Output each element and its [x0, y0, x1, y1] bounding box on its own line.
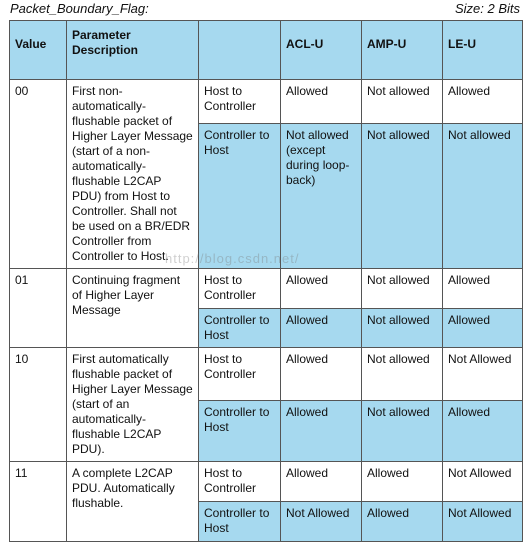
direction-cell: Host to Controller: [199, 269, 281, 309]
header-direction: [199, 21, 281, 80]
le-u-cell: Allowed: [443, 309, 523, 348]
acl-u-cell: Allowed: [281, 348, 362, 401]
direction-cell: Host to Controller: [199, 348, 281, 401]
caption-field-name: Packet_Boundary_Flag:: [10, 1, 149, 16]
packet-boundary-flag-table: [9, 20, 523, 542]
value-cell: 01: [10, 269, 67, 348]
le-u-cell: Allowed: [443, 401, 523, 462]
table-row: [10, 348, 523, 401]
le-u-cell: Allowed: [443, 80, 523, 124]
direction-cell: Controller to Host: [199, 309, 281, 348]
description-cell: First non-automatically-flushable packet of Higher Layer Message (start of a non-automatically-flushable L2CAP PDU) from Host to Controller. Shall not be used on a BR/EDR Controller from Controller to Host.: [67, 80, 199, 269]
header-value: Value: [10, 21, 67, 80]
description-cell: Continuing fragment of Higher Layer Message: [67, 269, 199, 348]
amp-u-cell: Not allowed: [362, 80, 443, 124]
header-le-u: LE-U: [443, 21, 523, 80]
table-row: [10, 269, 523, 309]
table-header-row: [10, 21, 523, 80]
acl-u-cell: Not Allowed: [281, 502, 362, 542]
header-parameter-description: Parameter Description: [67, 21, 199, 80]
amp-u-cell: Not allowed: [362, 401, 443, 462]
le-u-cell: Not Allowed: [443, 348, 523, 401]
amp-u-cell: Not allowed: [362, 309, 443, 348]
le-u-cell: Not Allowed: [443, 462, 523, 502]
acl-u-cell: Allowed: [281, 401, 362, 462]
acl-u-cell: Allowed: [281, 462, 362, 502]
amp-u-cell: Not allowed: [362, 124, 443, 269]
value-cell: 11: [10, 462, 67, 542]
direction-cell: Host to Controller: [199, 80, 281, 124]
direction-cell: Controller to Host: [199, 124, 281, 269]
table-caption: [10, 0, 520, 18]
value-cell: 00: [10, 80, 67, 269]
acl-u-cell: Allowed: [281, 80, 362, 124]
direction-cell: Host to Controller: [199, 462, 281, 502]
header-amp-u: AMP-U: [362, 21, 443, 80]
header-acl-u: ACL-U: [281, 21, 362, 80]
value-cell: 10: [10, 348, 67, 462]
le-u-cell: Not Allowed: [443, 502, 523, 542]
table-row: [10, 80, 523, 124]
description-cell: First automatically flushable packet of Higher Layer Message (start of an automatically-flushable L2CAP PDU).: [67, 348, 199, 462]
direction-cell: Controller to Host: [199, 401, 281, 462]
description-cell: A complete L2CAP PDU. Automatically flushable.: [67, 462, 199, 542]
amp-u-cell: Allowed: [362, 502, 443, 542]
direction-cell: Controller to Host: [199, 502, 281, 542]
amp-u-cell: Allowed: [362, 462, 443, 502]
le-u-cell: Not allowed: [443, 124, 523, 269]
amp-u-cell: Not allowed: [362, 348, 443, 401]
le-u-cell: Allowed: [443, 269, 523, 309]
acl-u-cell: Allowed: [281, 269, 362, 309]
acl-u-cell: Not allowed (except during loop-back): [281, 124, 362, 269]
caption-field-size: Size: 2 Bits: [454, 1, 520, 16]
acl-u-cell: Allowed: [281, 309, 362, 348]
amp-u-cell: Not allowed: [362, 269, 443, 309]
watermark-text: http://blog.csdn.net/: [165, 251, 300, 266]
